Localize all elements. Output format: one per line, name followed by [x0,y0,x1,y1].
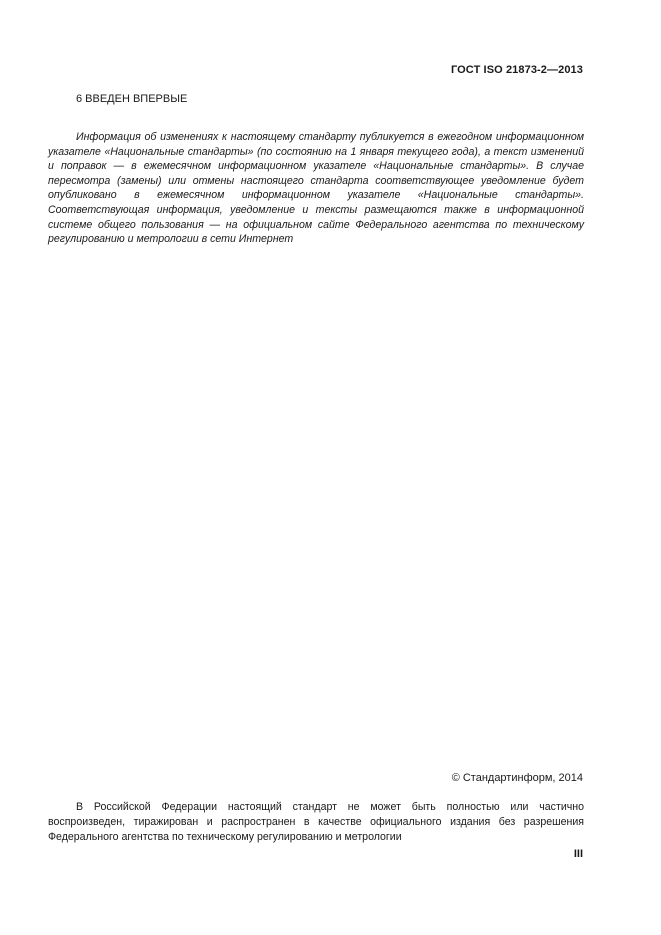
standard-code-header: ГОСТ ISO 21873-2—2013 [450,64,583,76]
amendments-info-block [48,130,584,247]
copyright-line: © Стандартинформ, 2014 [451,772,583,784]
introduction-note: 6 ВВЕДЕН ВПЕРВЫЕ [76,93,188,105]
page-number: III [573,848,583,860]
reproduction-notice: В Российской Федерации настоящий стандарт не может быть полностью или частично воспроизведен, тиражирован и распространен в качестве официального издания без разрешения Федерального агентства по техническому регулированию и метрологии [48,801,584,843]
reproduction-notice-block [48,800,584,845]
amendments-info-paragraph: Информация об изменениях к настоящему стандарту публикуется в ежегодном информационном указателе «Национальные стандарты» (по состоянию на 1 января текущего года), а текст изменений и поправок — в ежемесячном информационном указателе «Национальные стандарты». В случае пересмотра (замены) или отмены настоящего стандарта соответствующее уведомление будет опубликовано в ежемесячном информационном указателе «Национальные стандарты». Соответствующая информация, уведомление и тексты размещаются также в информационной системе общего пользования — на официальном сайте Федерального агентства по техническому регулированию и метрологии в сети Интернет [48,131,584,246]
